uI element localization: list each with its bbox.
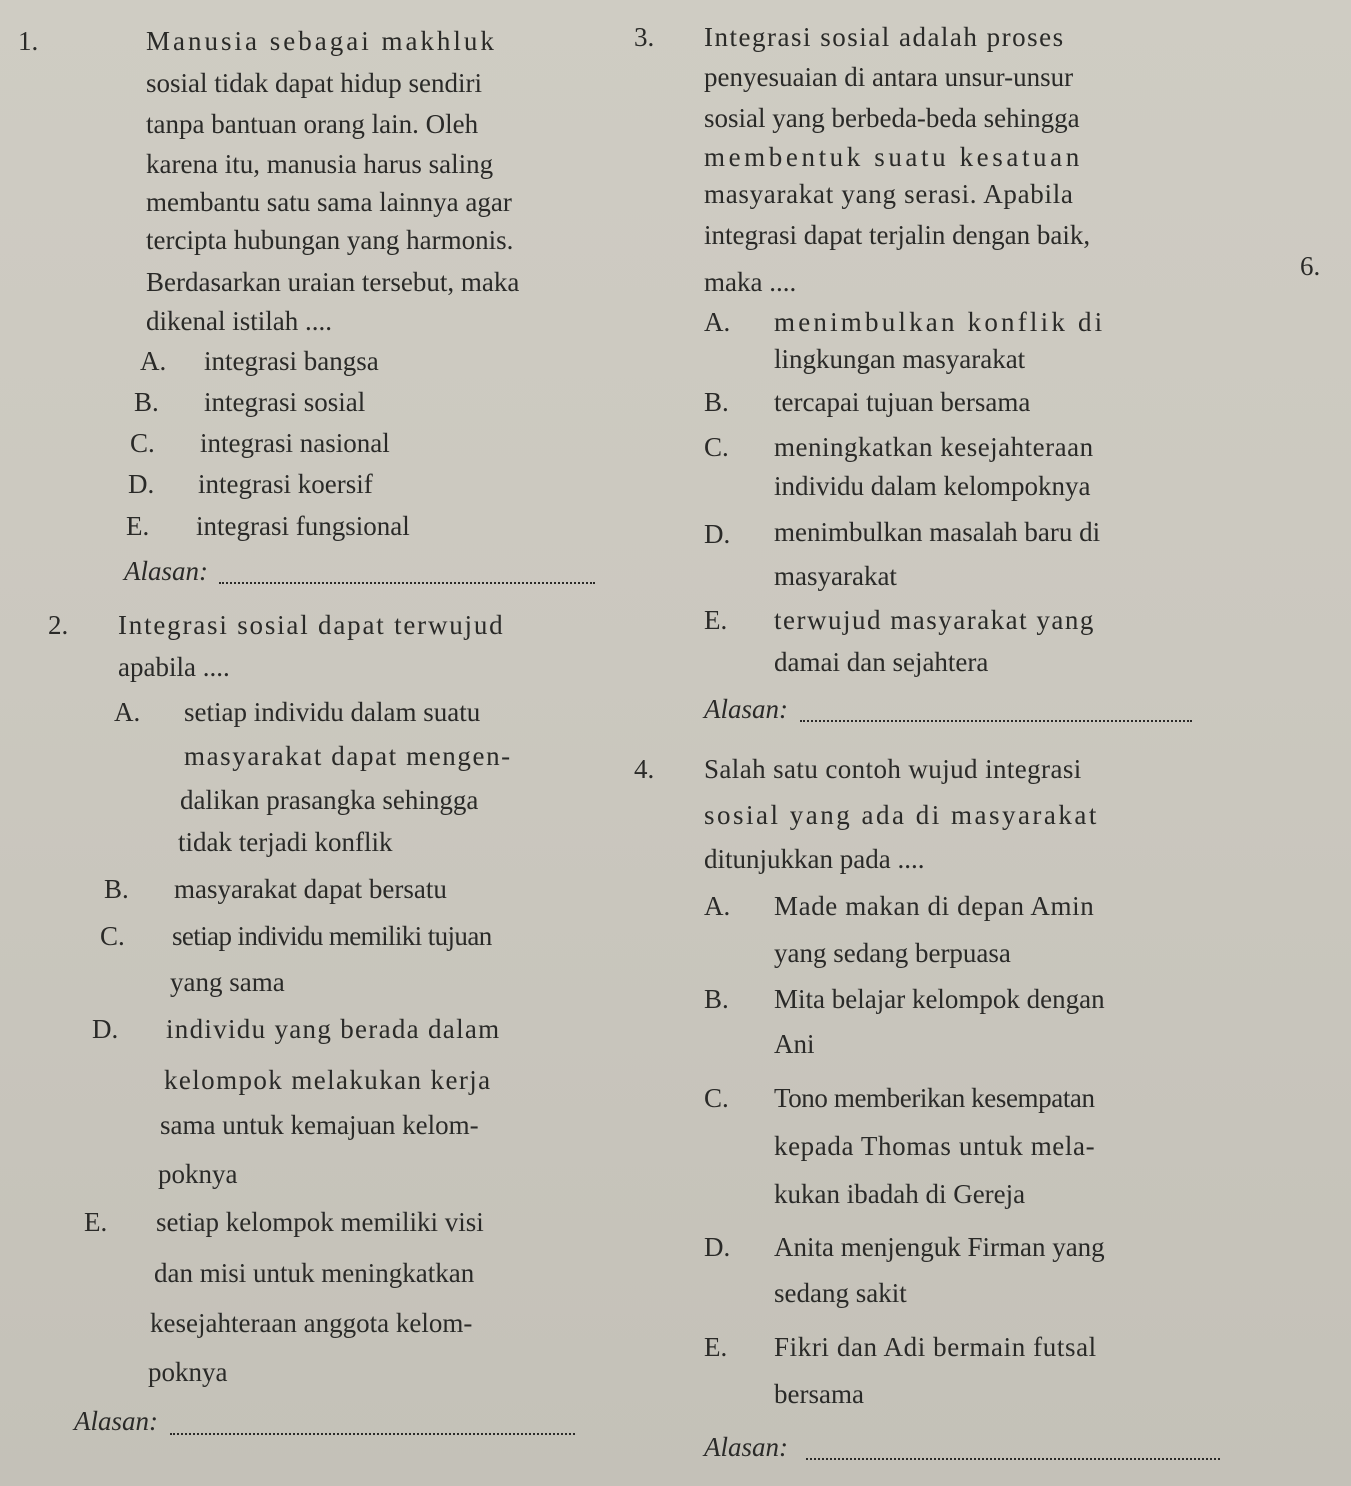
question-1-stem-line: Manusia sebagai makhluk xyxy=(146,26,497,56)
option-text: yang sama xyxy=(170,967,285,997)
question-1-option-b[interactable] xyxy=(134,386,159,418)
option-text: Made makan di depan Amin xyxy=(774,891,1095,921)
option-letter: B. xyxy=(134,387,159,417)
question-2-answer-line[interactable] xyxy=(170,1413,575,1435)
option-text: kukan ibadah di Gereja xyxy=(774,1179,1026,1209)
option-text: meningkatkan kesejahteraan xyxy=(774,432,1094,462)
option-text: kepada Thomas untuk mela- xyxy=(774,1131,1096,1161)
option-text: individu yang berada dalam xyxy=(166,1014,501,1044)
option-text: Ani xyxy=(774,1029,815,1059)
question-3-answer-line[interactable] xyxy=(800,700,1192,722)
question-3-stem-line: masyarakat yang serasi. Apabila xyxy=(704,179,1074,209)
question-4-option-b[interactable] xyxy=(704,983,729,1015)
question-3-number: 3. xyxy=(634,22,655,52)
question-1-alasan-label: Alasan: xyxy=(124,556,208,586)
question-1-option-e[interactable] xyxy=(126,510,149,542)
question-4-option-d[interactable] xyxy=(704,1231,730,1263)
option-letter: C. xyxy=(704,1083,729,1113)
question-1-stem-line: Berdasarkan uraian tersebut, maka xyxy=(146,267,520,297)
question-1-stem-line: tercipta hubungan yang harmonis. xyxy=(146,225,514,255)
question-3-stem-line: penyesuaian di antara unsur-unsur xyxy=(704,62,1074,92)
question-3-option-e[interactable] xyxy=(704,604,727,636)
question-1-answer-line[interactable] xyxy=(219,562,595,584)
question-1-stem-line: sosial tidak dapat hidup sendiri xyxy=(146,68,482,98)
option-text: bersama xyxy=(774,1379,864,1409)
question-3-option-c[interactable] xyxy=(704,431,729,463)
option-text: tercapai tujuan bersama xyxy=(774,387,1031,417)
option-text: dan misi untuk meningkatkan xyxy=(154,1258,475,1288)
question-1-number: 1. xyxy=(18,26,39,56)
option-text: lingkungan masyarakat xyxy=(774,344,1026,374)
option-text: yang sedang berpuasa xyxy=(774,938,1011,968)
question-3-stem-line: maka .... xyxy=(704,267,797,297)
question-3-stem-line: integrasi dapat terjalin dengan baik, xyxy=(704,220,1091,250)
question-1-stem-line: tanpa bantuan orang lain. Oleh xyxy=(146,109,479,139)
option-letter: B. xyxy=(704,387,729,417)
question-2-option-a[interactable] xyxy=(114,696,140,728)
option-letter: D. xyxy=(704,1232,731,1262)
option-text: menimbulkan masalah baru di xyxy=(774,517,1101,547)
question-1-option-a[interactable] xyxy=(140,345,166,377)
option-letter: E. xyxy=(704,1332,728,1362)
question-6-number: 6. xyxy=(1300,251,1321,281)
option-text: menimbulkan konflik di xyxy=(774,307,1106,337)
question-2-alasan-label: Alasan: xyxy=(74,1406,158,1436)
question-2-number: 2. xyxy=(48,610,69,640)
question-1-stem-line: membantu satu sama lainnya agar xyxy=(146,187,512,217)
option-letter: B. xyxy=(104,874,129,904)
option-letter: A. xyxy=(704,891,731,921)
option-text: kelompok melakukan kerja xyxy=(164,1065,492,1095)
question-1-option-c[interactable] xyxy=(130,427,155,459)
question-3-stem-line: Integrasi sosial adalah proses xyxy=(704,22,1065,52)
option-text: individu dalam kelompoknya xyxy=(774,471,1091,501)
option-text: sama untuk kemajuan kelom- xyxy=(160,1110,479,1140)
option-letter: D. xyxy=(92,1014,119,1044)
option-letter: D. xyxy=(128,469,155,499)
question-4-answer-line[interactable] xyxy=(806,1438,1220,1460)
question-4-stem-line: Salah satu contoh wujud integrasi xyxy=(704,754,1082,784)
option-text: dalikan prasangka sehingga xyxy=(180,785,479,815)
option-letter: B. xyxy=(704,984,729,1014)
option-letter: D. xyxy=(704,519,731,549)
option-letter: C. xyxy=(130,428,155,458)
question-1-stem-line: dikenal istilah .... xyxy=(146,306,332,336)
question-4-stem-line: sosial yang ada di masyarakat xyxy=(704,800,1099,830)
option-text: poknya xyxy=(158,1159,238,1189)
option-text: Anita menjenguk Firman yang xyxy=(774,1232,1105,1262)
option-letter: E. xyxy=(126,511,150,541)
option-text: Mita belajar kelompok dengan xyxy=(774,984,1105,1014)
option-letter: A. xyxy=(140,346,167,376)
question-3-stem-line: membentuk suatu kesatuan xyxy=(704,142,1083,172)
question-2-option-d[interactable] xyxy=(92,1013,118,1045)
question-1-option-d[interactable] xyxy=(128,468,154,500)
option-text: masyarakat xyxy=(774,561,897,591)
option-text: masyarakat dapat mengen- xyxy=(184,741,512,771)
question-3-alasan-label: Alasan: xyxy=(704,694,788,724)
option-text: integrasi bangsa xyxy=(204,346,379,376)
option-text: masyarakat dapat bersatu xyxy=(174,874,447,904)
option-text: poknya xyxy=(148,1357,228,1387)
question-3-stem-line: sosial yang berbeda-beda sehingga xyxy=(704,103,1080,133)
question-1-stem-line: karena itu, manusia harus saling xyxy=(146,149,494,179)
option-text: integrasi sosial xyxy=(204,387,366,417)
question-2-option-e[interactable] xyxy=(84,1206,107,1238)
question-4-number: 4. xyxy=(634,754,655,784)
option-letter: A. xyxy=(704,307,731,337)
option-text: terwujud masyarakat yang xyxy=(774,605,1095,635)
option-text: integrasi nasional xyxy=(200,428,390,458)
option-text: tidak terjadi konflik xyxy=(178,827,393,857)
question-3-option-d[interactable] xyxy=(704,518,730,550)
option-letter: A. xyxy=(114,697,141,727)
option-letter: C. xyxy=(704,432,729,462)
question-4-option-e[interactable] xyxy=(704,1331,727,1363)
question-4-option-c[interactable] xyxy=(704,1082,729,1114)
option-text: kesejahteraan anggota kelom- xyxy=(150,1308,473,1338)
option-text: setiap individu memiliki tujuan xyxy=(172,921,492,951)
option-text: Fikri dan Adi bermain futsal xyxy=(774,1332,1097,1362)
question-2-option-b[interactable] xyxy=(104,873,129,905)
option-text: setiap kelompok memiliki visi xyxy=(156,1207,484,1237)
question-3-option-b[interactable] xyxy=(704,386,729,418)
question-3-option-a[interactable] xyxy=(704,306,730,338)
option-letter: E. xyxy=(704,605,728,635)
option-letter: C. xyxy=(100,921,125,951)
question-2-stem-line: Integrasi sosial dapat terwujud xyxy=(118,610,505,640)
option-text: sedang sakit xyxy=(774,1278,907,1308)
option-text: Tono memberikan kesempatan xyxy=(774,1083,1095,1113)
question-4-option-a[interactable] xyxy=(704,890,730,922)
question-2-option-c[interactable] xyxy=(100,920,125,952)
option-text: damai dan sejahtera xyxy=(774,647,989,677)
question-4-stem-line: ditunjukkan pada .... xyxy=(704,844,925,874)
option-text: integrasi koersif xyxy=(198,469,373,499)
question-2-stem-line: apabila .... xyxy=(118,652,230,682)
option-letter: E. xyxy=(84,1207,108,1237)
option-text: setiap individu dalam suatu xyxy=(184,697,481,727)
question-4-alasan-label: Alasan: xyxy=(704,1432,788,1462)
option-text: integrasi fungsional xyxy=(196,511,410,541)
